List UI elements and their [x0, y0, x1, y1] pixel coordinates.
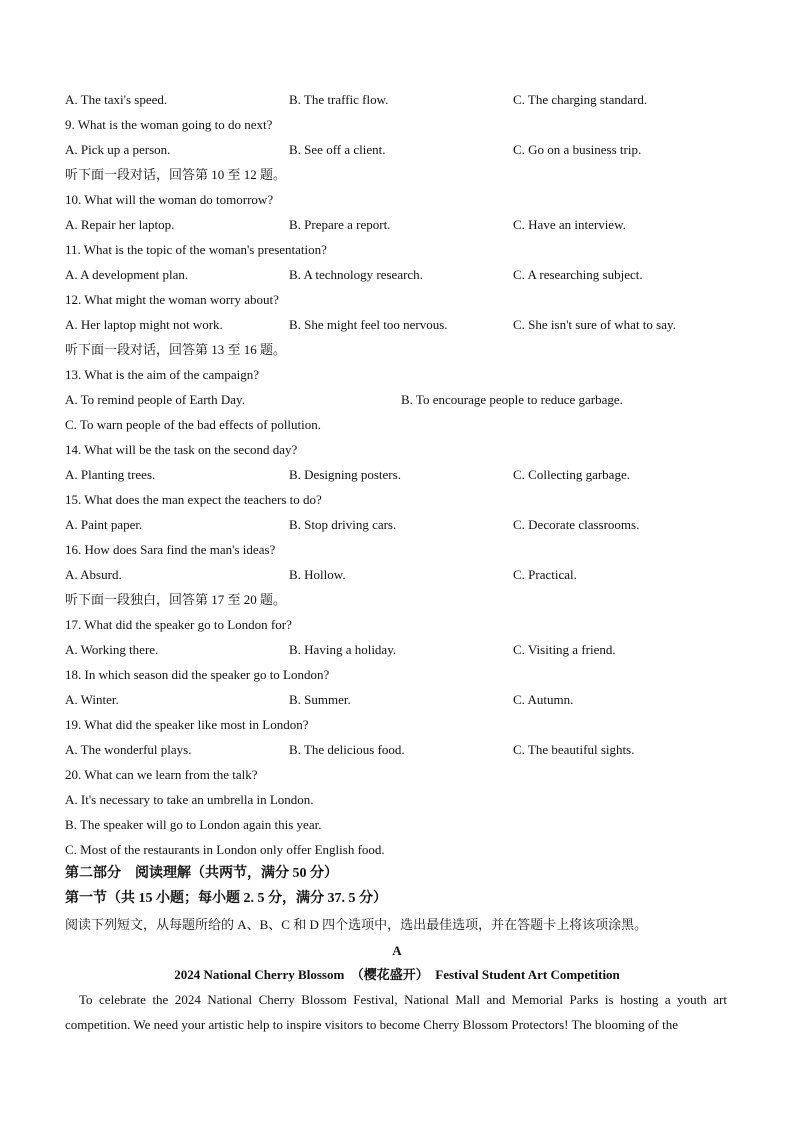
- q18-option-a: A. Winter.: [65, 692, 119, 707]
- question-14: 14. What will be the task on the second day?: [65, 442, 298, 457]
- question-20: 20. What can we learn from the talk?: [65, 767, 258, 782]
- passage-text: To celebrate the 2024 National Cherry Blossom Festival, National Mall and Memorial Parks is hosting a youth art competition. We need your artistic help to inspire visitors to become Cherry Blossom Protectors! The blooming of the: [65, 992, 727, 1032]
- q17-option-a: A. Working there.: [65, 642, 159, 657]
- part2-title: 第二部分 阅读理解（共两节，满分 50 分）: [65, 866, 338, 881]
- passage-title: 2024 National Cherry Blossom （樱花盛开） Festival Student Art Competition: [174, 967, 620, 982]
- q11-option-c: C. A researching subject.: [513, 267, 643, 282]
- q19-option-b: B. The delicious food.: [289, 742, 405, 757]
- question-10: 10. What will the woman do tomorrow?: [65, 192, 274, 207]
- q19-option-c: C. The beautiful sights.: [513, 742, 635, 757]
- reading-instruction: 阅读下列短文，从每题所给的 A、B、C 和 D 四个选项中，选出最佳选项，并在答题卡上将该项涂黑。: [65, 917, 648, 932]
- passage-letter: A: [392, 943, 402, 958]
- q13-option-a: A. To remind people of Earth Day.: [65, 392, 245, 407]
- q16-option-c: C. Practical.: [513, 567, 577, 582]
- q15-option-c: C. Decorate classrooms.: [513, 517, 640, 532]
- question-17: 17. What did the speaker go to London for?: [65, 617, 292, 632]
- q9-option-b: B. See off a client.: [289, 142, 386, 157]
- q20-option-b: B. The speaker will go to London again this year.: [65, 817, 322, 832]
- question-15: 15. What does the man expect the teachers to do?: [65, 492, 322, 507]
- question-9: 9. What is the woman going to do next?: [65, 117, 273, 132]
- q14-option-c: C. Collecting garbage.: [513, 467, 630, 482]
- q13-option-b: B. To encourage people to reduce garbage.: [401, 392, 623, 407]
- q12-option-a: A. Her laptop might not work.: [65, 317, 223, 332]
- q14-option-b: B. Designing posters.: [289, 467, 401, 482]
- q17-option-c: C. Visiting a friend.: [513, 642, 616, 657]
- q10-option-b: B. Prepare a report.: [289, 217, 391, 232]
- instruction-13-16: 听下面一段对话，回答第 13 至 16 题。: [65, 342, 287, 357]
- question-13: 13. What is the aim of the campaign?: [65, 367, 259, 382]
- q15-option-a: A. Paint paper.: [65, 517, 143, 532]
- question-12: 12. What might the woman worry about?: [65, 292, 279, 307]
- q13-option-c: C. To warn people of the bad effects of pollution.: [65, 417, 322, 432]
- section1-title: 第一节（共 15 小题；每小题 2. 5 分，满分 37. 5 分）: [65, 891, 387, 906]
- instruction-17-20: 听下面一段独白，回答第 17 至 20 题。: [65, 592, 287, 607]
- q19-option-a: A. The wonderful plays.: [65, 742, 192, 757]
- q11-option-a: A. A development plan.: [65, 267, 189, 282]
- q15-option-b: B. Stop driving cars.: [289, 517, 397, 532]
- q18-option-b: B. Summer.: [289, 692, 351, 707]
- instruction-10-12: 听下面一段对话，回答第 10 至 12 题。: [65, 167, 287, 182]
- q12-option-b: B. She might feel too nervous.: [289, 317, 448, 332]
- q16-option-a: A. Absurd.: [65, 567, 122, 582]
- q9-option-a: A. Pick up a person.: [65, 142, 171, 157]
- q8-option-c: C. The charging standard.: [513, 92, 648, 107]
- q17-option-b: B. Having a holiday.: [289, 642, 397, 657]
- q10-option-a: A. Repair her laptop.: [65, 217, 175, 232]
- q20-option-a: A. It's necessary to take an umbrella in London.: [65, 792, 314, 807]
- q16-option-b: B. Hollow.: [289, 567, 346, 582]
- q10-option-c: C. Have an interview.: [513, 217, 626, 232]
- q18-option-c: C. Autumn.: [513, 692, 574, 707]
- q8-option-a: A. The taxi's speed.: [65, 92, 168, 107]
- q11-option-b: B. A technology research.: [289, 267, 423, 282]
- q8-option-b: B. The traffic flow.: [289, 92, 389, 107]
- q12-option-c: C. She isn't sure of what to say.: [513, 317, 676, 332]
- question-18: 18. In which season did the speaker go to London?: [65, 667, 330, 682]
- q14-option-a: A. Planting trees.: [65, 467, 156, 482]
- q9-option-c: C. Go on a business trip.: [513, 142, 642, 157]
- question-16: 16. How does Sara find the man's ideas?: [65, 542, 276, 557]
- question-11: 11. What is the topic of the woman's presentation?: [65, 242, 327, 257]
- question-19: 19. What did the speaker like most in London?: [65, 717, 309, 732]
- q20-option-c: C. Most of the restaurants in London only offer English food.: [65, 842, 385, 857]
